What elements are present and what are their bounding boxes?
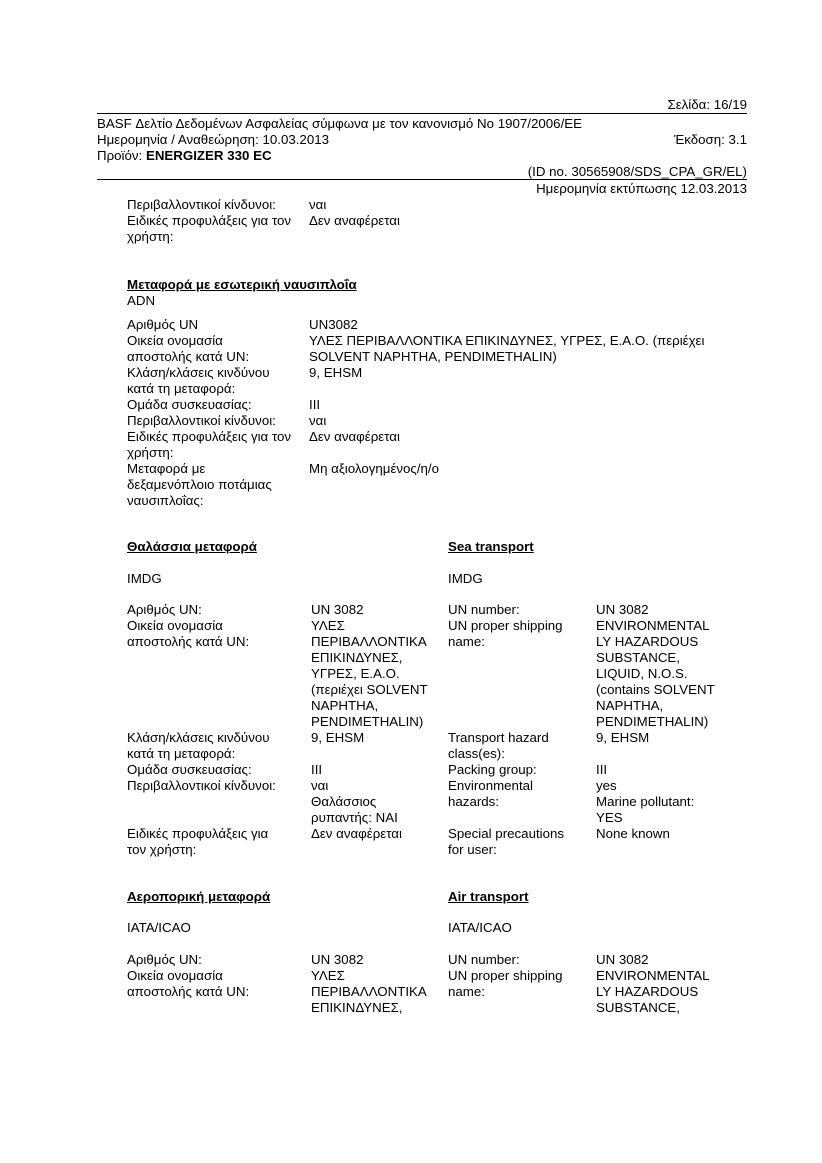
field-label-line: Ειδικές προφυλάξεις για τον xyxy=(127,429,292,444)
field-label xyxy=(127,397,252,413)
field-label-en xyxy=(448,826,564,858)
header-rule-top xyxy=(97,113,747,114)
field-value-gr-line: ΥΛΕΣ xyxy=(311,968,345,983)
sea-code-en: IMDG xyxy=(448,571,483,586)
field-label-en-line: name: xyxy=(448,984,485,999)
field-label-en-line: UN number: xyxy=(448,602,520,617)
field-value-line: ναι xyxy=(309,413,327,428)
field-value-en-line: YES xyxy=(596,810,623,825)
field-value-en-line: SUBSTANCE, xyxy=(596,1000,680,1015)
field-label xyxy=(127,197,276,213)
field-value-gr-line: Θαλάσσιος xyxy=(311,794,377,809)
version: Έκδοση: 3.1 xyxy=(673,132,747,147)
field-value-gr-line: UN 3082 xyxy=(311,952,364,967)
field-value-line: 9, EHSM xyxy=(309,365,363,380)
field-value-gr xyxy=(311,762,322,778)
field-value-gr-line: ρυπαντής: ΝΑΙ xyxy=(311,810,398,825)
field-value-line: ΥΛΕΣ ΠΕΡΙΒΑΛΛΟΝΤΙΚΑ ΕΠΙΚΙΝΔΥΝΕΣ, ΥΓΡΕΣ, Ε.Α.Ο. (περιέχει xyxy=(309,333,705,348)
field-label-gr xyxy=(127,952,202,968)
field-value-gr-line: ναι xyxy=(311,778,329,793)
field-value-en xyxy=(596,762,607,778)
field-label xyxy=(127,365,270,397)
field-label-en xyxy=(448,602,520,618)
field-label-gr xyxy=(127,778,276,794)
field-label-en xyxy=(448,952,520,968)
field-value-en-line: LIQUID, N.O.S. xyxy=(596,666,688,681)
field-label-gr xyxy=(127,618,249,650)
field-label xyxy=(127,413,276,429)
field-label xyxy=(127,317,198,333)
page-number: Σελίδα: 16/19 xyxy=(667,97,747,112)
field-label-gr-line: Περιβαλλοντικοί κίνδυνοι: xyxy=(127,778,276,793)
field-label-en xyxy=(448,618,563,650)
field-label-line: ναυσιπλοΐας: xyxy=(127,493,204,508)
field-value-en xyxy=(596,602,648,618)
field-label-line: Οικεία ονομασία xyxy=(127,333,223,348)
field-value-en-line: LY HAZARDOUS xyxy=(596,984,699,999)
field-label xyxy=(127,461,272,509)
product-line xyxy=(97,148,272,164)
id-number: (ID no. 30565908/SDS_CPA_GR/EL) xyxy=(527,164,747,179)
field-label-line: Μεταφορά με xyxy=(127,461,206,476)
field-label-gr-line: κατά τη μεταφορά: xyxy=(127,746,236,761)
field-label-gr-line: αποστολής κατά UN: xyxy=(127,984,250,999)
field-value-gr-line: ΥΛΕΣ xyxy=(311,618,345,633)
field-label-en-line: Special precautions xyxy=(448,826,565,841)
date-revision: Ημερομηνία / Αναθεώρηση: 10.03.2013 xyxy=(97,132,330,147)
field-value-gr xyxy=(311,618,428,730)
header-rule-bottom xyxy=(97,179,747,180)
field-label-en-line: Transport hazard xyxy=(448,730,549,745)
field-value-gr-line: ΕΠΙΚΙΝΔΥΝΕΣ, xyxy=(311,650,403,665)
air-code-gr: IATA/ICAO xyxy=(127,920,191,935)
field-label xyxy=(127,429,291,461)
field-label-gr-line: αποστολής κατά UN: xyxy=(127,634,250,649)
field-value-en-line: Marine pollutant: xyxy=(596,794,695,809)
field-label-gr xyxy=(127,826,268,858)
field-label-en-line: UN proper shipping xyxy=(448,618,563,633)
field-value-gr-line: (περιέχει SOLVENT xyxy=(311,682,428,697)
field-value-line: Δεν αναφέρεται xyxy=(309,429,400,444)
field-label-line: δεξαμενόπλοιο ποτάμιας xyxy=(127,477,272,492)
field-label-en xyxy=(448,762,537,778)
field-label-line: αποστολής κατά UN: xyxy=(127,349,250,364)
field-value-en-line: UN 3082 xyxy=(596,602,649,617)
field-value-gr-line: ΠΕΡΙΒΑΛΛΟΝΤΙΚΑ xyxy=(311,634,427,649)
field-value-gr-line: III xyxy=(311,762,323,777)
field-value-gr xyxy=(311,730,364,746)
field-label-gr-line: Κλάση/κλάσεις κινδύνου xyxy=(127,730,270,745)
product-label: Προϊόν: xyxy=(97,148,146,163)
field-value-en xyxy=(596,826,670,842)
print-date: Ημερομηνία εκτύπωσης 12.03.2013 xyxy=(536,181,747,196)
field-value-en-line: NAPHTHA, xyxy=(596,698,664,713)
field-label-en xyxy=(448,730,549,762)
field-value-gr xyxy=(311,602,363,618)
field-label-gr-line: Ειδικές προφυλάξεις για xyxy=(127,826,269,841)
field-label-line: Περιβαλλοντικοί κίνδυνοι: xyxy=(127,413,276,428)
field-label-gr-line: Οικεία ονομασία xyxy=(127,618,223,633)
field-value-en xyxy=(596,618,715,730)
air-heading-en: Air transport xyxy=(448,889,529,904)
field-value-en-line: III xyxy=(596,762,608,777)
field-label-line: Περιβαλλοντικοί κίνδυνοι: xyxy=(127,197,276,212)
field-value-line: ναι xyxy=(309,197,327,212)
field-value-en-line: ENVIRONMENTAL xyxy=(596,968,710,983)
field-label-en-line: name: xyxy=(448,634,485,649)
field-label-en-line: UN number: xyxy=(448,952,520,967)
field-value-en xyxy=(596,778,694,826)
field-value xyxy=(309,333,704,365)
field-label-gr-line: Αριθμός UN: xyxy=(127,952,202,967)
field-label-gr xyxy=(127,602,202,618)
field-label-line: Αριθμός UN xyxy=(127,317,199,332)
field-value-en-line: SUBSTANCE, xyxy=(596,650,680,665)
sea-heading-en: Sea transport xyxy=(448,539,534,554)
field-label-gr-line: Ομάδα συσκευασίας: xyxy=(127,762,252,777)
field-value-en-line: yes xyxy=(596,778,617,793)
field-label-en-line: Packing group: xyxy=(448,762,537,777)
field-label-gr xyxy=(127,730,270,762)
field-value-line: Δεν αναφέρεται xyxy=(309,213,400,228)
field-value-gr xyxy=(311,968,427,1016)
field-value-en xyxy=(596,952,648,968)
field-label-line: Ειδικές προφυλάξεις για τον xyxy=(127,213,292,228)
document-title: BASF Δελτίο Δεδομένων Ασφαλείας σύμφωνα με τον κανονισμό Νο 1907/2006/ΕΕ xyxy=(97,116,582,131)
field-value-line: UN3082 xyxy=(309,317,358,332)
field-value-gr xyxy=(311,826,402,842)
field-label xyxy=(127,213,291,245)
field-value-en-line: ENVIRONMENTAL xyxy=(596,618,710,633)
field-value-gr-line: ΥΓΡΕΣ, Ε.Α.Ο. xyxy=(311,666,400,681)
field-value-line: Μη αξιολογημένος/η/ο xyxy=(309,461,440,476)
field-label-line: κατά τη μεταφορά: xyxy=(127,381,236,396)
field-label-gr-line: τον χρήστη: xyxy=(127,842,197,857)
field-label-en-line: UN proper shipping xyxy=(448,968,563,983)
field-value-en-line: (contains SOLVENT xyxy=(596,682,715,697)
field-label-gr xyxy=(127,762,252,778)
field-label xyxy=(127,333,249,365)
field-value xyxy=(309,397,320,413)
field-value-gr-line: Δεν αναφέρεται xyxy=(311,826,402,841)
field-value-line: III xyxy=(309,397,321,412)
inland-code: ADN xyxy=(127,293,156,308)
field-label-line: χρήστη: xyxy=(127,445,174,460)
sea-code-gr: IMDG xyxy=(127,571,162,586)
air-heading-gr: Αεροπορική μεταφορά xyxy=(127,889,271,904)
field-label-en-line: Environmental xyxy=(448,778,533,793)
field-value-gr-line: ΠΕΡΙΒΑΛΛΟΝΤΙΚΑ xyxy=(311,984,427,999)
field-value-gr-line: UN 3082 xyxy=(311,602,364,617)
field-label-en-line: hazards: xyxy=(448,794,499,809)
field-label-en-line: class(es): xyxy=(448,746,505,761)
field-value-en-line: LY HAZARDOUS xyxy=(596,634,699,649)
field-label-en xyxy=(448,778,533,810)
field-value xyxy=(309,461,439,477)
field-value xyxy=(309,413,326,429)
field-value-en xyxy=(596,968,710,1016)
field-value-gr xyxy=(311,778,398,826)
field-value-gr-line: PENDIMETHALIN) xyxy=(311,714,424,729)
field-value-en-line: 9, EHSM xyxy=(596,730,650,745)
field-label-line: Ομάδα συσκευασίας: xyxy=(127,397,252,412)
inland-heading: Μεταφορά με εσωτερική ναυσιπλοΐα xyxy=(127,277,357,292)
field-value xyxy=(309,429,400,445)
field-value-gr-line: NAPHTHA, xyxy=(311,698,379,713)
field-label-gr xyxy=(127,968,249,1000)
product-name: ENERGIZER 330 EC xyxy=(145,148,272,163)
field-label-gr-line: Αριθμός UN: xyxy=(127,602,202,617)
field-label-en xyxy=(448,968,563,1000)
field-label-line: Κλάση/κλάσεις κινδύνου xyxy=(127,365,270,380)
field-value-line: SOLVENT NAPHTHA, PENDIMETHALIN) xyxy=(309,349,557,364)
field-value-en xyxy=(596,730,649,746)
field-label-gr-line: Οικεία ονομασία xyxy=(127,968,223,983)
field-value-en-line: None known xyxy=(596,826,670,841)
sea-heading-gr: Θαλάσσια μεταφορά xyxy=(127,539,257,554)
field-value-gr-line: ΕΠΙΚΙΝΔΥΝΕΣ, xyxy=(311,1000,403,1015)
field-value-gr xyxy=(311,952,363,968)
field-value-en-line: UN 3082 xyxy=(596,952,649,967)
field-label-en-line: for user: xyxy=(448,842,497,857)
field-value xyxy=(309,365,362,381)
field-value xyxy=(309,317,358,333)
field-value-gr-line: 9, EHSM xyxy=(311,730,365,745)
field-value xyxy=(309,197,326,213)
air-code-en: IATA/ICAO xyxy=(448,920,512,935)
field-label-line: χρήστη: xyxy=(127,229,174,244)
field-value xyxy=(309,213,400,229)
field-value-en-line: PENDIMETHALIN) xyxy=(596,714,709,729)
